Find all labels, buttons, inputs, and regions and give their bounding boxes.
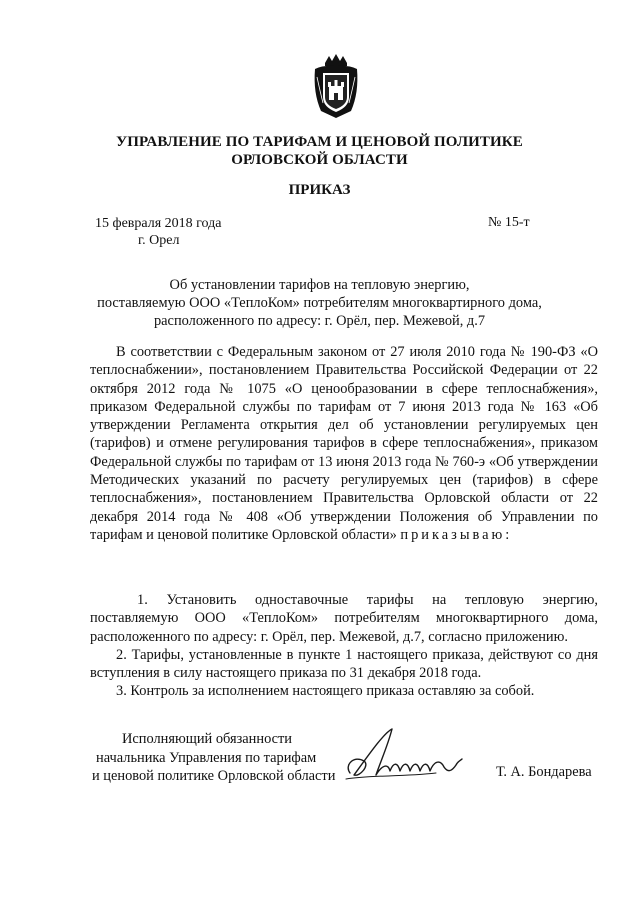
- signatory-line-1: Исполняющий обязанности: [122, 731, 293, 747]
- preamble-paragraph: [90, 343, 598, 544]
- document-subject: [0, 276, 639, 330]
- coat-of-arms-icon: [311, 53, 361, 119]
- preamble-text: В соответствии с Федеральным законом от 27 июля 2010 года № 190-ФЗ «О теплоснабжении», постановлением Правительства Российской Федерации от 22 октября 2012 года № 1075 «О ценообразовании в сфере теплоснабжения», приказом Федеральной службы по тарифам от 7 июня 2013 года № 163 «Об утверждении Регламента открытия дел об установлении регулируемых цен (тарифов) и отмене регулирования тарифов в сфере теплоснабжения», приказом Федеральной службы по тарифам от 13 июня 2013 года № 760-э «Об утверждении Методических указаний по расчету регулируемых цен (тарифов) в сфере теплоснабжения», постановлением Правительства Орловской области от 22 декабря 2014 года № 408 «Об утверждении Положения об Управлении по тарифам и ценовой политике Орловской области»: [90, 344, 598, 543]
- order-items: [90, 591, 598, 701]
- document-number: № 15-т: [488, 215, 530, 230]
- document-city: г. Орел: [138, 233, 180, 248]
- order-item: 3. Контроль за исполнением настоящего приказа оставляю за собой.: [116, 683, 535, 700]
- subject-line-2: поставляемую ООО «ТеплоКом» потребителям многоквартирного дома,: [97, 295, 542, 311]
- authority-line-1: УПРАВЛЕНИЕ ПО ТАРИФАМ И ЦЕНОВОЙ ПОЛИТИКЕ: [116, 134, 523, 150]
- order-item: 2. Тарифы, установленные в пункте 1 настоящего приказа, действуют со дня вступления в силу настоящего приказа по 31 декабря 2018 года.: [90, 646, 598, 682]
- signatory-name: Т. А. Бондарева: [496, 764, 592, 780]
- signatory-title: [92, 730, 335, 786]
- handwritten-signature: [340, 725, 472, 787]
- document-date: 15 февраля 2018 года: [95, 216, 222, 231]
- issuing-authority: [0, 133, 639, 169]
- signatory-line-2: начальника Управления по тарифам: [96, 749, 317, 766]
- authority-line-2: ОРЛОВСКОЙ ОБЛАСТИ: [231, 152, 408, 168]
- order-item: 1. Установить одноставочные тарифы на тепловую энергию, поставляемую ООО «ТеплоКом» потребителям многоквартирного дома, расположенного по адресу: г. Орёл, пер. Межевой, д.7, согласно приложению.: [90, 592, 598, 645]
- signatory-line-3: и ценовой политике Орловской области: [92, 768, 336, 784]
- subject-line-1: Об установлении тарифов на тепловую энергию,: [169, 277, 470, 293]
- directive-word: приказываю:: [400, 526, 513, 543]
- document-type: ПРИКАЗ: [288, 182, 351, 198]
- subject-line-3: расположенного по адресу: г. Орёл, пер. Межевой, д.7: [153, 313, 486, 329]
